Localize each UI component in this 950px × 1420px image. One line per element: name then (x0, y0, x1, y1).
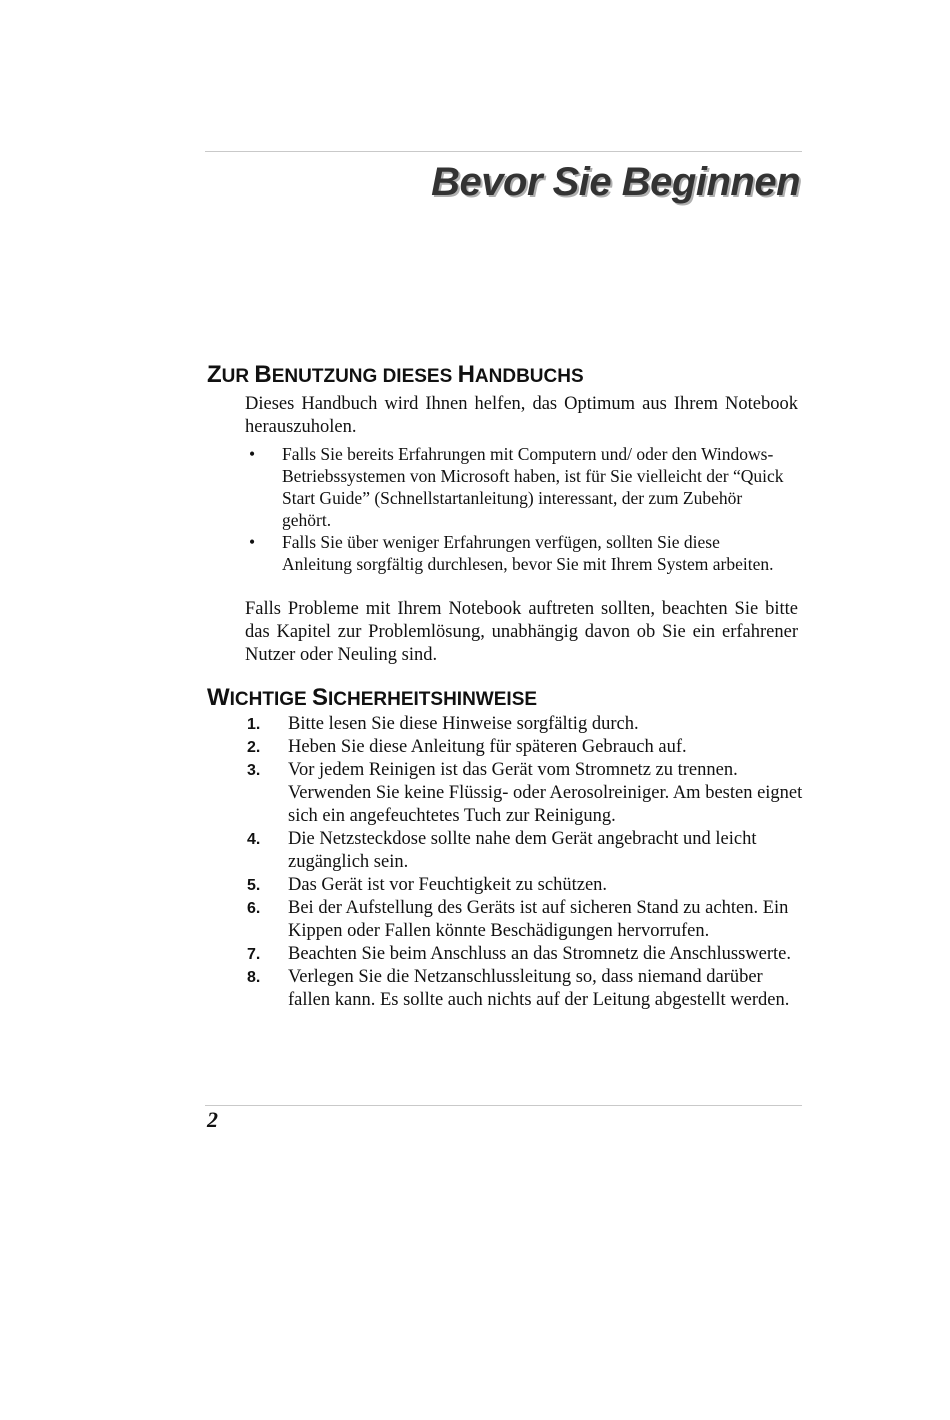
item-text: Bitte lesen Sie diese Hinweise sorgfältig durch. (288, 714, 639, 734)
heading-cap: Z (207, 361, 222, 388)
bullet-text: Falls Sie bereits Erfahrungen mit Computern und/ oder den Windows-Betriebssystemen von Microsoft haben, ist für Sie vielleicht der “Quick Start Guide” (Schnellstartanleitung) interessant, der zum Zubehör gehört. (282, 444, 784, 530)
heading-smallcaps: UR (221, 366, 255, 387)
item-number: 2. (247, 739, 261, 756)
item-text: Bei der Aufstellung des Geräts ist auf sicheren Stand zu achten. Ein Kippen oder Fallen könnte Beschädigungen hervorrufen. (288, 898, 789, 941)
safety-list (245, 713, 805, 1012)
heading-cap: S (312, 684, 329, 711)
bullet-icon: • (249, 444, 256, 464)
item-number: 6. (247, 900, 261, 917)
item-number: 4. (247, 831, 261, 848)
item-number: 7. (247, 946, 261, 963)
heading-cap: W (207, 684, 230, 711)
heading-cap: B (254, 361, 272, 388)
section-heading-usage (207, 361, 584, 389)
bullet-list (245, 443, 785, 575)
list-item (245, 966, 805, 1012)
closing-paragraph: Falls Probleme mit Ihrem Notebook auftreten sollten, beachten Sie bitte das Kapitel zur Problemlösung, unabhängig davon ob Sie ein erfahrener Nutzer oder Neuling sind. (245, 599, 798, 665)
item-text: Vor jedem Reinigen ist das Gerät vom Stromnetz zu trennen. Verwenden Sie keine Flüssig- oder Aerosolreiniger. Am besten eignet sich ein angefeuchtetes Tuch zur Reinigung. (288, 760, 803, 826)
list-item (245, 713, 805, 736)
heading-smallcaps: ANDBUCHS (474, 366, 584, 387)
section-heading-safety (207, 684, 537, 712)
bullet-text: Falls Sie über weniger Erfahrungen verfügen, sollten Sie diese Anleitung sorgfältig durchlesen, bevor Sie mit Ihrem System arbeiten. (282, 532, 774, 574)
list-item (245, 874, 805, 897)
item-text: Verlegen Sie die Netzanschlussleitung so, dass niemand darüber fallen kann. Es sollte auch nichts auf der Leitung abgestellt werden. (288, 967, 790, 1010)
intro-paragraph: Dieses Handbuch wird Ihnen helfen, das Optimum aus Ihrem Notebook herauszuholen. (245, 394, 798, 437)
chapter-title: Bevor Sie Beginnen (431, 160, 800, 204)
item-text: Die Netzsteckdose sollte nahe dem Gerät angebracht und leicht zugänglich sein. (288, 829, 757, 872)
item-text: Heben Sie diese Anleitung für späteren Gebrauch auf. (288, 737, 687, 757)
list-item (245, 828, 805, 874)
list-item (245, 736, 805, 759)
heading-cap: H (457, 361, 475, 388)
list-item (245, 759, 805, 828)
bullet-item (245, 531, 785, 575)
header-rule (205, 151, 802, 152)
item-number: 1. (247, 716, 261, 733)
item-text: Beachten Sie beim Anschluss an das Stromnetz die Anschlusswerte. (288, 944, 792, 964)
bullet-item (245, 443, 785, 531)
item-number: 3. (247, 762, 261, 779)
item-number: 5. (247, 877, 261, 894)
heading-smallcaps: ICHERHEITSHINWEISE (328, 689, 538, 710)
bullet-icon: • (249, 532, 256, 552)
footer-rule (205, 1105, 802, 1106)
page-number: 2 (207, 1107, 218, 1132)
heading-smallcaps: ENUTZUNG DIESES (271, 366, 458, 387)
item-text: Das Gerät ist vor Feuchtigkeit zu schützen. (288, 875, 608, 895)
item-number: 8. (247, 969, 261, 986)
list-item (245, 897, 805, 943)
list-item (245, 943, 805, 966)
heading-smallcaps: ICHTIGE (229, 689, 312, 710)
